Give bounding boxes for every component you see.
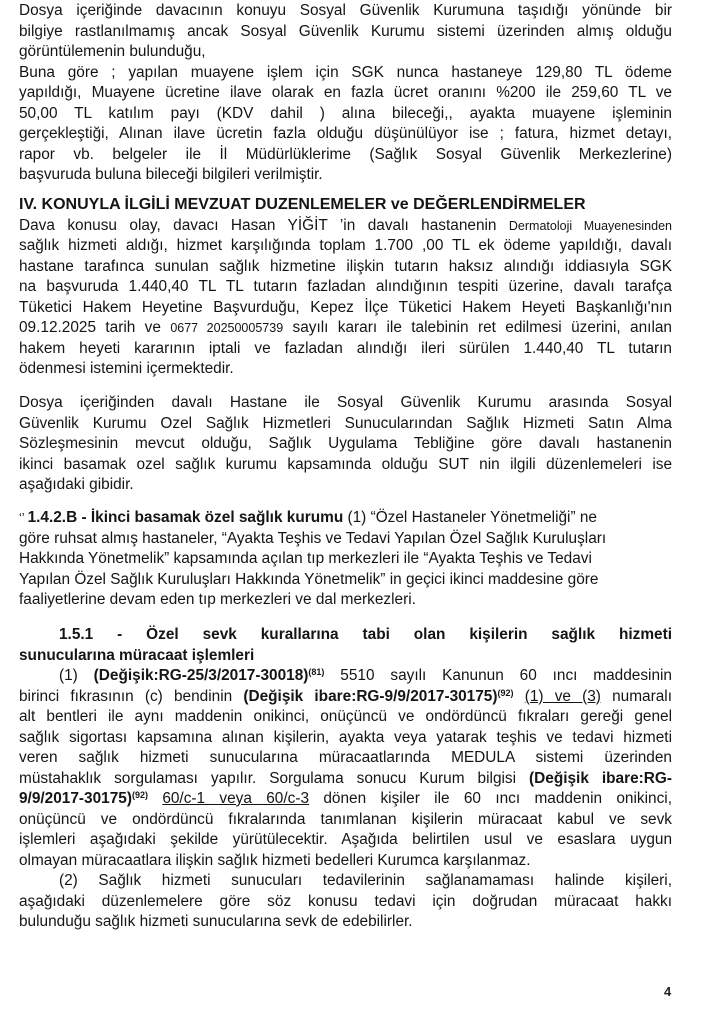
text-line: aşağıdaki düzenlemelere göre söz konusu tedavi için doğrudan müracaat hakkı bbox=[19, 892, 672, 910]
quote-1-4-2-b bbox=[19, 508, 672, 611]
amendment-ref: (Değişik ibare:RG-9/9/2017-30175) bbox=[243, 687, 498, 705]
text-line: başvuruda buluna bileceği bilgileri verilmiştir. bbox=[19, 166, 323, 183]
text-line: rapor vb. belgeler ile İl Müdürlüklerime (Sağlık Sosyal Güvenlik Merkezlerine) bbox=[19, 145, 672, 163]
text-line: yapıldığı, Muayene ücretine ilave olarak en fazla ücret oranını %200 ile 259,60 TL ve bbox=[19, 84, 672, 101]
text-line bbox=[19, 789, 672, 810]
text-line: hastane tarafınca sunulan sağlık hizmetine ilişkin tutarın haksız alındığı iddiasıyla SGK bbox=[19, 257, 672, 275]
text-line: Hakkında Yönetmelik” kapsamında açılan tıp merkezleri ile “Ayakta Teşhis ve Tedavi bbox=[19, 550, 592, 567]
text-run: Dermatoloji Muayenesinden bbox=[508, 218, 672, 233]
text-line: ikinci basamak ozel sağlık kurumu kapsamında olduğu SUT nin ilgili düzenlemeleri ise bbox=[19, 455, 672, 473]
text-line: hakem heyeti kararının iptali ve fazladan alındığı ileri sürülen 1.440,40 TL tutarın bbox=[19, 339, 672, 357]
section-iv bbox=[19, 195, 672, 380]
text-line: bilgiye rastlanılmamış ancak Sosyal Güvenlik Kurumu sistemi üzerinden almış olduğu bbox=[19, 22, 672, 40]
text-line bbox=[19, 508, 672, 529]
open-quote: ‘’ bbox=[19, 511, 28, 525]
text-line: gerçekleştiği, Alınan ilave ücretin fazla olduğu düşünülüyor ise ; fatura, hizmet detayı, bbox=[19, 125, 672, 142]
text-line: 50,00 TL katılım payı (KDV dahil ) alına bileceği,, ayakta muayene işleminin bbox=[19, 104, 672, 122]
text-line: alt bentleri ile aynı maddenin onikinci, onüçüncü ve ondördüncü fıkraları gereği genel bbox=[19, 708, 672, 725]
text-line: işlemleri aşağıdaki şekilde yürütülecektir. Aşağıda belirtilen usul ve esaslara uygun bbox=[19, 831, 672, 848]
text-line: sağlık sigortası kapsamına alınan kişilerin, ayakta veya yatarak teşhis ve tedavi hizmeti bbox=[19, 728, 672, 746]
text-line: görüntülemenin bulunduğu, bbox=[19, 43, 206, 60]
text-line: Güvenlik Kurumu Ozel Sağlık Hizmetleri Sunucularından Sağlık Hizmeti Satın Alma bbox=[19, 414, 672, 432]
section-heading-cont: sunucularına müracaat işlemleri bbox=[19, 646, 255, 664]
underlined-text: 60/c-1 veya 60/c-3 bbox=[162, 790, 310, 807]
text-run: numaralı bbox=[600, 687, 672, 705]
text-run: müstahaklık sorgulaması yapılır. Sorgulama sonucu Kurum bilgisi bbox=[19, 769, 530, 787]
text-line: Dosya içeriğinde davacının konuyu Sosyal Güvenlik Kurumuna taşıdığı yönünde bir bbox=[19, 2, 672, 19]
amendment-ref: 9/9/2017-30175) bbox=[19, 790, 132, 807]
intro-paragraph bbox=[19, 1, 672, 186]
article-title: 1.4.2.B - İkinci basamak özel sağlık kurumu bbox=[27, 509, 344, 526]
text-run: dönen kişiler ile 60 ıncı maddenin onikinci, bbox=[309, 790, 672, 807]
text-line: göre ruhsat almış hastaneler, “Ayakta Teşhis ve Tedavi Yapılan Özel Sağlık Kuruluşları bbox=[19, 529, 607, 547]
text-line: Yapılan Özel Sağlık Kuruluşları Hakkında Yönetmelik” in geçici ikinci maddesine göre bbox=[19, 570, 599, 588]
text-line: onüçüncü ve ondördüncü fıkralarında tanımlanan kişilerin müracaat kabul ve sevk bbox=[19, 810, 672, 828]
section-heading: 1.5.1 - Özel sevk kurallarına tabi olan kişilerin sağlık hizmeti bbox=[59, 626, 672, 643]
footnote-ref: (92) bbox=[131, 790, 148, 800]
text-line: sağlık hizmeti aldığı, hizmet karşılığında toplam 1.700 ,00 TL ek ödeme yapıldığı, davalı bbox=[19, 237, 672, 254]
text-line: Dosya içeriğinden davalı Hastane ile Sosyal Güvenlik Kurumu arasında Sosyal bbox=[19, 394, 672, 411]
text-line bbox=[19, 216, 672, 237]
page-number: 4 bbox=[664, 984, 672, 999]
text-line bbox=[19, 687, 672, 708]
footnote-ref: (92) bbox=[497, 687, 514, 698]
amendment-ref: (Değişik ibare:RG- bbox=[529, 769, 672, 787]
section-heading: IV. KONUYLA İLGİLİ MEVZUAT DUZENLEMELER ve DEĞERLENDİRMELER bbox=[19, 196, 586, 213]
text-line: aşağıdaki gibidir. bbox=[19, 476, 134, 493]
text-line: ödenmesi istemini içermektedir. bbox=[19, 360, 234, 377]
section-1-5-1 bbox=[19, 625, 672, 933]
text-line: (2) Sağlık hizmeti sunucuları tedavilerinin sağlanamaması halinde kişileri, bbox=[59, 872, 672, 889]
text-line: olmayan müracaatlara ilişkin sağlık hizmeti bedelleri Kurumca karşılanmaz. bbox=[19, 851, 531, 869]
text-line: Sözleşmesinin mevcut olduğu, Sağlık Uygulama Tebliğine göre davalı hastanenin bbox=[19, 435, 672, 452]
text-line: Tüketici Hakem Heyetine Başvurduğu, Kepez İlçe Tüketici Hakem Heyeti Başkanlığı'nın bbox=[19, 298, 672, 316]
text-line bbox=[19, 769, 672, 790]
text-run: sayılı kararı ile talebinin ret edilmesi üzerini, anılan bbox=[283, 319, 672, 336]
text-run: 09.12.2025 tarih ve bbox=[19, 319, 171, 336]
footnote-ref: (81) bbox=[308, 667, 325, 677]
contract-paragraph bbox=[19, 393, 672, 496]
text-line: na başvuruda 1.440,40 TL TL tutarın fazladan alındığının tespiti üzerine, davalı tarafça bbox=[19, 278, 672, 295]
text-run: birinci fıkrasının (c) bendinin bbox=[19, 687, 244, 705]
text-run: (1) bbox=[59, 667, 94, 684]
text-line: veren sağlık hizmeti sunucularına müracaatlarında MEDULA sistemi üzerinden bbox=[19, 749, 672, 766]
text-run: (1) “Özel Hastaneler Yönetmeliği” ne bbox=[343, 509, 597, 526]
text-run: Dava konusu olay, davacı Hasan YİĞİT ’in davalı hastanenin bbox=[19, 216, 509, 234]
text-line: bulunduğu sağlık hizmeti sunucularına sevk de edebilirler. bbox=[19, 913, 413, 930]
text-line: faaliyetlerine devam eden tıp merkezleri ve dal merkezleri. bbox=[19, 591, 416, 608]
amendment-ref: (Değişik:RG-25/3/2017-30018) bbox=[93, 667, 309, 684]
text-line bbox=[19, 318, 672, 339]
text-line bbox=[19, 666, 672, 687]
text-line: Buna göre ; yapılan muayene işlem için SGK nunca hastaneye 129,80 TL ödeme bbox=[19, 63, 672, 81]
decision-number: 0677 20250005739 bbox=[170, 321, 284, 335]
underlined-text: (1) ve (3) bbox=[524, 687, 601, 705]
text-run: 5510 sayılı Kanunun 60 ıncı maddesinin bbox=[324, 667, 672, 684]
